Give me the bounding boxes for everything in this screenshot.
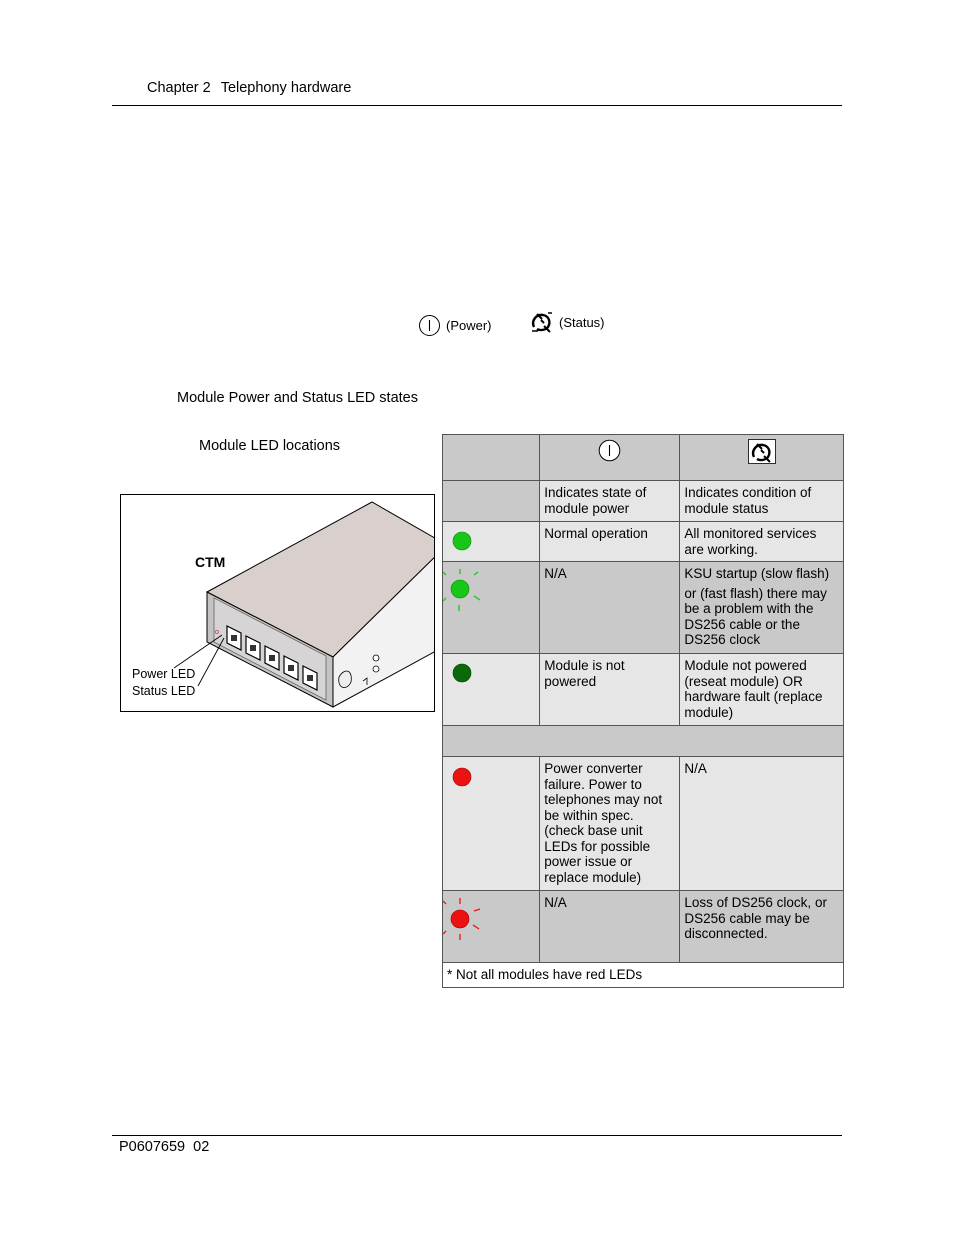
chapter-number: Chapter 2 <box>147 80 211 96</box>
table-row <box>443 562 844 654</box>
doc-revision: 02 <box>193 1139 210 1155</box>
flashing-red-led-icon <box>443 891 534 963</box>
power-led-label: Power LED <box>132 667 196 681</box>
module-figure <box>120 494 435 712</box>
table-row <box>443 522 844 562</box>
table-row <box>443 481 844 522</box>
status-state <box>680 562 844 654</box>
status-symbol-icon <box>530 310 554 334</box>
header-cell-led <box>443 435 540 481</box>
power-state: Module is not powered <box>540 654 680 726</box>
power-description: Indicates state of module power <box>540 481 680 522</box>
status-legend-label: (Status) <box>559 314 605 330</box>
table-row <box>443 891 844 963</box>
led-cell-flashing-red <box>443 891 540 963</box>
flashing-green-led-icon <box>443 562 534 654</box>
power-state: Normal operation <box>540 522 680 562</box>
footer-rule <box>112 1135 842 1136</box>
table-caption: Module Power and Status LED states <box>177 390 418 406</box>
page-footer <box>119 1139 209 1155</box>
header-cell-power <box>540 435 680 481</box>
solid-red-led-icon <box>443 757 534 797</box>
led-cell-flashing-green <box>443 562 540 654</box>
status-description: Indicates condition of module status <box>680 481 844 522</box>
table-row <box>443 757 844 891</box>
status-state: Loss of DS256 clock, or DS256 cable may be disconnected. <box>680 891 844 963</box>
table-footnote: * Not all modules have red LEDs <box>443 963 844 988</box>
doc-number: P0607659 <box>119 1139 186 1155</box>
chapter-title: Telephony hardware <box>220 80 352 96</box>
led-cell-solid-red <box>443 757 540 891</box>
power-symbol-icon <box>418 314 441 337</box>
led-cell-dark-green <box>443 654 540 726</box>
table-footnote-row <box>443 963 844 988</box>
status-state: All monitored services are working. <box>680 522 844 562</box>
header-cell-status <box>680 435 844 481</box>
dark-green-led-icon <box>443 654 534 694</box>
status-state-detail: or (fast flash) there may be a problem with the DS256 cable or the DS256 clock <box>684 585 827 647</box>
power-state: Power converter failure. Power to telephones may not be within spec. (check base unit LEDs for possible power issue or replace module) <box>540 757 680 891</box>
header-rule <box>112 105 842 106</box>
status-state: Module not powered (reseat module) OR hardware fault (replace module) <box>680 654 844 726</box>
status-state-line: KSU startup (slow flash) <box>684 566 830 581</box>
status-symbol-icon <box>748 439 776 464</box>
running-header <box>147 80 351 96</box>
module-label: CTM <box>195 554 226 570</box>
table-header-row <box>443 435 844 481</box>
solid-green-led-icon <box>443 522 534 561</box>
figure-caption: Module LED locations <box>199 438 341 454</box>
led-cell-solid-green <box>443 522 540 562</box>
status-state: N/A <box>680 757 844 891</box>
led-states-table <box>442 434 844 988</box>
table-separator-row <box>443 726 844 757</box>
status-led-label: Status LED <box>132 684 196 698</box>
power-state: N/A <box>540 891 680 963</box>
power-legend-label: (Power) <box>446 318 492 333</box>
table-row <box>443 654 844 726</box>
power-symbol-icon <box>598 439 621 462</box>
power-state: N/A <box>540 562 680 654</box>
